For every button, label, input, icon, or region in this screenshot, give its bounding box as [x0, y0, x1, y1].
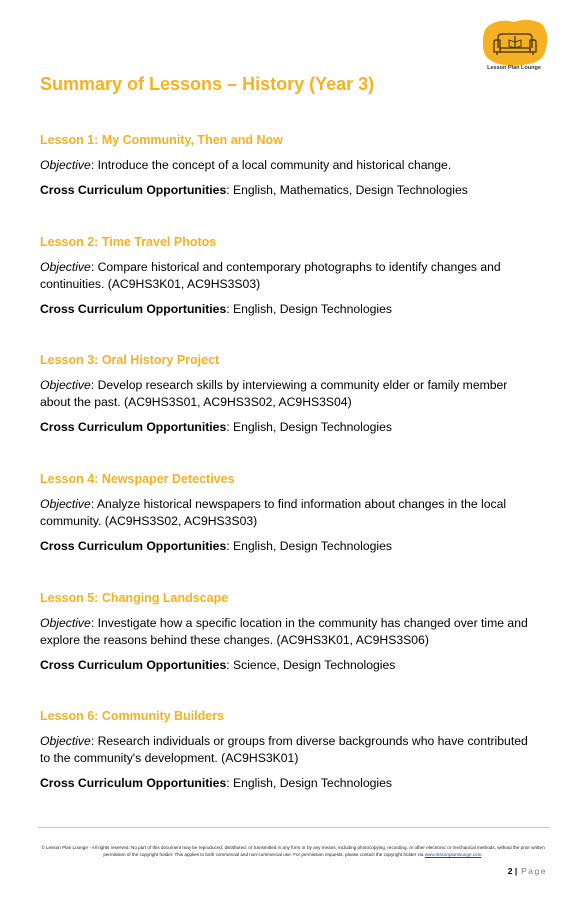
page-number-separator: |: [514, 866, 518, 876]
footer-copyright: [40, 845, 546, 858]
objective-text: : Research individuals or groups from diverse backgrounds who have contributed to the community's development. (AC9HS3K01): [40, 734, 528, 765]
lesson-cross-curriculum: [40, 182, 540, 199]
footer-divider: [38, 827, 550, 828]
objective-label: Objective: [40, 158, 91, 172]
page-number-value: 2: [507, 866, 513, 876]
cross-curriculum-text: : English, Design Technologies: [226, 302, 392, 316]
lesson-cross-curriculum: [40, 538, 540, 555]
cross-curriculum-label: Cross Curriculum Opportunities: [40, 420, 227, 434]
lesson-block: [40, 591, 540, 674]
lesson-heading: Lesson 1: My Community, Then and Now: [40, 133, 283, 147]
cross-curriculum-text: : English, Design Technologies: [226, 539, 392, 553]
cross-curriculum-text: : English, Mathematics, Design Technologies: [226, 183, 468, 197]
objective-text: : Investigate how a specific location in the community has changed over time and explore the reasons behind these changes. (AC9HS3K01, AC9HS3S06): [40, 616, 528, 647]
lesson-block: [40, 472, 540, 555]
page-word: Page: [517, 866, 547, 876]
website-link[interactable]: www.lessonplanlounge.com: [424, 851, 482, 857]
lesson-block: [40, 709, 540, 792]
page-title: Summary of Lessons – History (Year 3): [40, 74, 375, 94]
cross-curriculum-label: Cross Curriculum Opportunities: [40, 776, 227, 790]
lesson-heading: Lesson 5: Changing Landscape: [40, 591, 229, 605]
lesson-heading: Lesson 2: Time Travel Photos: [40, 235, 217, 249]
lesson-objective: [40, 259, 540, 293]
objective-text: : Analyze historical newspapers to find information about changes in the local community. (AC9HS3S02, AC9HS3S03): [40, 497, 507, 528]
lesson-objective: [40, 496, 540, 530]
cross-curriculum-text: : English, Design Technologies: [226, 420, 392, 434]
lesson-heading: Lesson 6: Community Builders: [40, 709, 225, 723]
objective-text: : Compare historical and contemporary photographs to identify changes and continuities. (AC9HS3K01, AC9HS3S03): [40, 260, 501, 291]
page-number: [470, 866, 547, 876]
objective-text: : Introduce the concept of a local community and historical change.: [90, 158, 452, 172]
lesson-cross-curriculum: [40, 419, 540, 436]
lesson-cross-curriculum: [40, 775, 540, 792]
lesson-cross-curriculum: [40, 301, 540, 318]
cross-curriculum-label: Cross Curriculum Opportunities: [40, 302, 227, 316]
lesson-objective: [40, 733, 540, 767]
lesson-block: [40, 353, 540, 436]
logo-text: Lesson Plan Lounge: [487, 65, 541, 71]
sofa-logo-icon: [480, 18, 550, 68]
objective-text: : Develop research skills by interviewing a community elder or family member about the past. (AC9HS3S01, AC9HS3S02, AC9HS3S04): [40, 378, 508, 409]
lesson-plan-lounge-logo: [480, 18, 550, 76]
cross-curriculum-text: : English, Design Technologies: [226, 776, 392, 790]
objective-label: Objective: [40, 260, 91, 274]
lesson-objective: [40, 377, 540, 411]
lesson-block: [40, 133, 540, 199]
lesson-block: [40, 235, 540, 318]
lesson-objective: [40, 615, 540, 649]
cross-curriculum-text: : Science, Design Technologies: [226, 658, 396, 672]
lesson-heading: Lesson 3: Oral History Project: [40, 353, 220, 367]
cross-curriculum-label: Cross Curriculum Opportunities: [40, 658, 227, 672]
lesson-objective: [40, 157, 540, 174]
lesson-cross-curriculum: [40, 657, 540, 674]
objective-label: Objective: [40, 734, 91, 748]
objective-label: Objective: [40, 378, 91, 392]
cross-curriculum-label: Cross Curriculum Opportunities: [40, 539, 227, 553]
copyright-text: © Lesson Plan Lounge - All rights reserved. No part of this document may be reproduced, distributed, or transmitted in any form or by any means, including photocopying, recording, or other electronic or mechanical methods, without the prior written permission of the copyright holder. This applies to both commercial and non-commercial use. For permission requests, please contact the copyright holder via: [41, 845, 545, 857]
cross-curriculum-label: Cross Curriculum Opportunities: [40, 183, 227, 197]
copyright-end: .: [481, 851, 483, 857]
objective-label: Objective: [40, 497, 91, 511]
objective-label: Objective: [40, 616, 91, 630]
lesson-heading: Lesson 4: Newspaper Detectives: [40, 472, 235, 486]
